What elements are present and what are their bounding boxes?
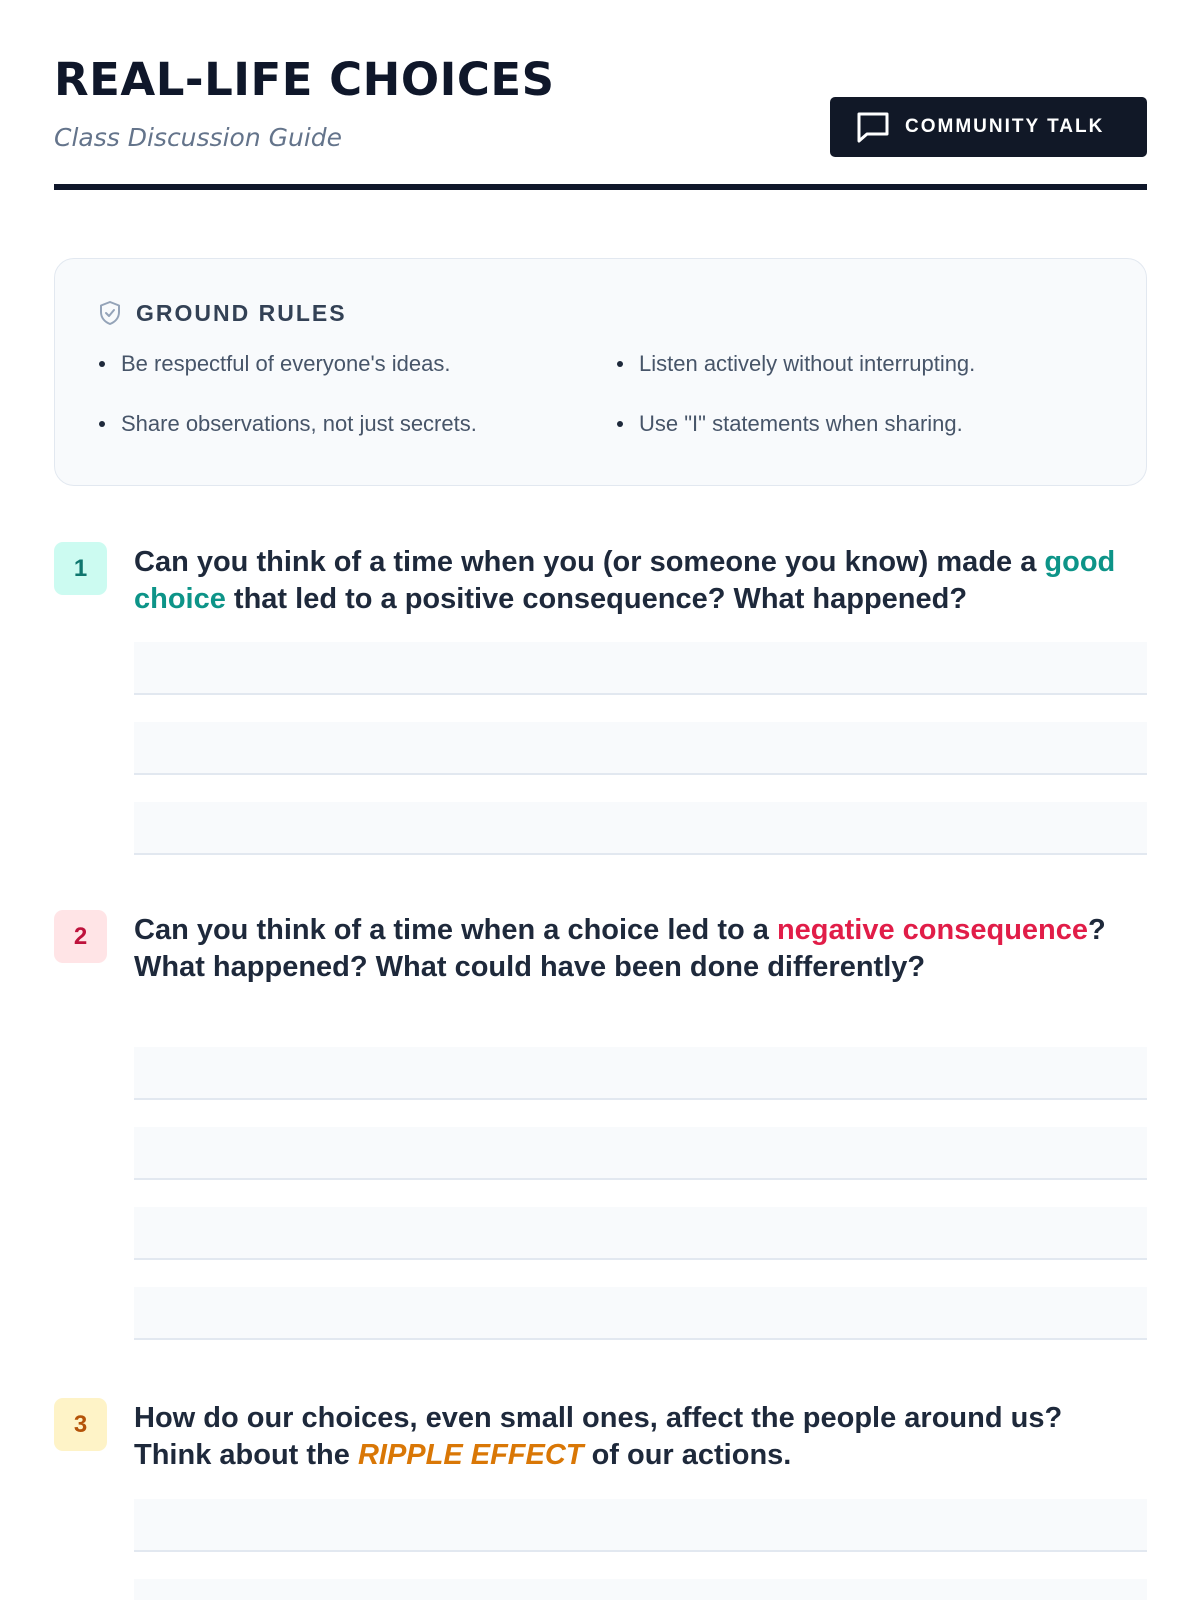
question-highlight: good choice [134,546,1116,615]
question-text [134,912,1147,986]
bullet-icon [617,421,623,427]
answer-line[interactable] [134,1047,1147,1100]
question-number-badge: 3 [54,1398,107,1451]
question-text-part: Can you think of a time when you (or someone you know) made a [134,546,1045,578]
question-text [134,544,1147,618]
question-text-part: that led to a positive consequence? What happened? [225,583,968,615]
question-text-part: of our actions. [583,1439,792,1471]
ground-rules-header [97,299,347,327]
ground-rule-item [99,411,477,437]
question-number-badge: 1 [54,542,107,595]
answer-line[interactable] [134,1127,1147,1180]
answer-line[interactable] [134,1579,1147,1600]
shield-check-icon [97,299,123,327]
ground-rule-item [99,351,451,377]
answer-line[interactable] [134,802,1147,855]
header-divider [54,184,1147,190]
ground-rules-card [54,258,1147,486]
bullet-icon [99,361,105,367]
answer-line[interactable] [134,642,1147,695]
page-subtitle: Class Discussion Guide [54,123,343,152]
community-talk-label: COMMUNITY TALK [905,116,1105,137]
ground-rules-title: GROUND RULES [136,299,347,326]
question-highlight: RIPPLE EFFECT [357,1439,584,1471]
question-text [134,1400,1147,1474]
ground-rule-text: Share observations, not just secrets. [121,411,477,436]
bullet-icon [99,421,105,427]
question-text-part: How do our choices, even small ones, affect the people around us? Think about the [134,1402,1063,1471]
ground-rule-text: Use "I" statements when sharing. [639,411,963,436]
bullet-icon [617,361,623,367]
page-title: REAL-LIFE CHOICES [54,53,555,106]
question-text-part: ? What happened? What could have been done differently? [134,914,1106,983]
ground-rule-text: Listen actively without interrupting. [639,351,976,376]
answer-line[interactable] [134,1207,1147,1260]
answer-line[interactable] [134,1287,1147,1340]
ground-rule-item [617,411,963,437]
discussion-guide-page [54,0,1147,1600]
community-talk-button[interactable] [830,97,1147,157]
question-number-badge: 2 [54,910,107,963]
answer-line[interactable] [134,722,1147,775]
question-highlight: negative consequence [776,914,1089,946]
question-text-part: Can you think of a time when a choice led to a [134,914,777,946]
header [54,52,1147,190]
ground-rule-item [617,351,975,377]
speech-bubble-icon [856,111,890,143]
ground-rule-text: Be respectful of everyone's ideas. [121,351,451,376]
answer-line[interactable] [134,1499,1147,1552]
